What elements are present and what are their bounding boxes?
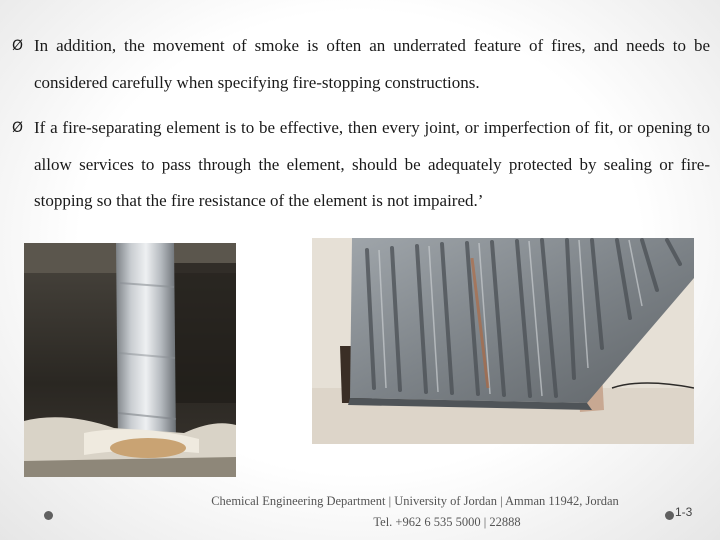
cable-tray-photo <box>312 238 694 444</box>
footer-phone: Tel. +962 6 535 5000 | 22888 <box>373 515 521 529</box>
bullet-list <box>12 28 710 229</box>
cable-tray-image <box>312 238 694 444</box>
footer-dot-left <box>44 511 53 520</box>
pipe-penetration-photo <box>24 243 236 477</box>
page-number: 1-3 <box>675 505 693 519</box>
pipe-penetration-image <box>24 243 236 477</box>
bullet-item <box>12 28 710 101</box>
arrow-bullet-icon: Ø <box>12 38 24 54</box>
footer-address: Chemical Engineering Department | University of Jordan | Amman 11942, Jordan <box>211 494 619 508</box>
footer-dot-right <box>665 511 674 520</box>
arrow-bullet-icon: Ø <box>12 120 24 136</box>
bullet-item <box>12 110 710 220</box>
footer <box>160 491 670 533</box>
bullet-text: If a fire-separating element is to be effective, then every joint, or imperfection of fit, or opening to allow services to pass through the element, should be adequately protected by sealing or fire-stopping so that the fire resistance of the element is not impaired.’ <box>34 118 710 210</box>
bullet-text: In addition, the movement of smoke is often an underrated feature of fires, and needs to be considered carefully when specifying fire-stopping constructions. <box>34 36 710 92</box>
